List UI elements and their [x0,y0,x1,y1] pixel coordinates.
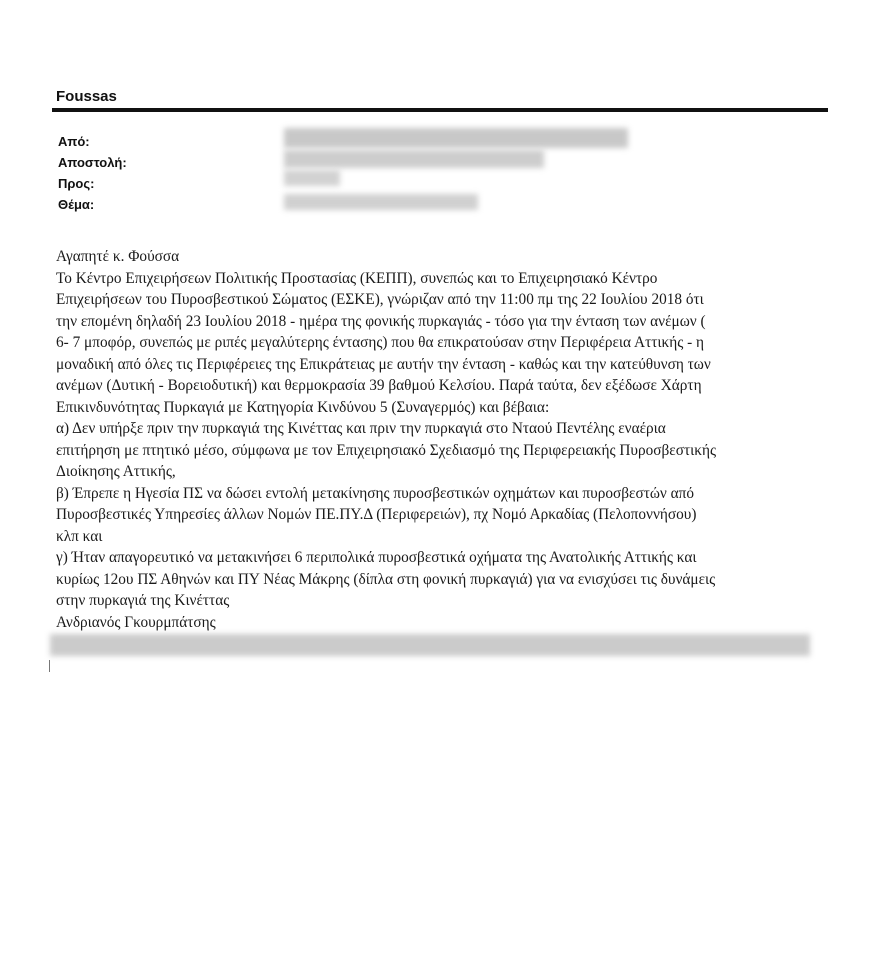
redacted-to-value [284,170,340,186]
body-line: μοναδική από όλες τις Περιφέρειες της Επικράτειας με αυτήν την ένταση - καθώς και την κατεύθυνση των [56,355,711,373]
meta-label-subject: Θέμα: [58,197,95,212]
meta-label-sent: Αποστολή: [58,155,127,170]
body-line: κλπ και [56,527,103,545]
body-line: την επομένη δηλαδή 23 Ιουλίου 2018 - ημέρα της φονικής πυρκαγιάς - τόσο για την ένταση των ανέμων ( [56,312,706,330]
redacted-subject-value [284,194,478,210]
body-line: επιτήρηση με πτητικό μέσο, σύμφωνα με τον Επιχειρησιακό Σχεδιασμό της Περιφερειακής Πυροσβεστικής [56,441,717,459]
body-line: α) Δεν υπήρξε πριν την πυρκαγιά της Κινέττας και πριν την πυρκαγιά στο Νταού Πεντέλης εναέρια [56,420,666,437]
body-line: γ) Ήταν απαγορευτικό να μετακινήσει 6 περιπολικά πυροσβεστικά οχήματα της Ανατολικής Αττικής και [56,549,697,566]
body-line: Ανδριανός Γκουρμπάτσης [56,613,216,631]
body-line: 6- 7 μποφόρ, συνεπώς με ριπές μεγαλύτερης έντασης) που θα επικρατούσαν στην Περιφέρεια Αττικής - η [56,334,705,351]
body-line: στην πυρκαγιά της Κινέττας [56,592,230,609]
body-line: Αγαπητέ κ. Φούσσα [56,248,180,265]
email-meta-labels [58,131,127,215]
body-line: κυρίως 12ου ΠΣ Αθηνών και ΠΥ Νέας Μάκρης (δίπλα στη φονική πυρκαγιά) για να ενισχύσει τις δυνάμεις [56,570,716,588]
body-line: Επικινδυνότητας Πυρκαγιά με Κατηγορία Κινδύνου 5 (Συναγερμός) και βέβαια: [56,398,550,416]
body-line: Πυροσβεστικές Υπηρεσίες άλλων Νομών ΠΕ.ΠΥ.Δ (Περιφερειών), πχ Νομό Αρκαδίας (Πελοποννήσου) [56,506,697,523]
body-line: Το Κέντρο Επιχειρήσεων Πολιτικής Προστασίας (ΚΕΠΠ), συνεπώς και το Επιχειρησιακό Κέντρο [56,269,658,287]
redacted-from-value [284,128,628,148]
scan-artifact [49,660,50,672]
body-line: ανέμων (Δυτική - Βορειοδυτική) και θερμοκρασία 39 βαθμού Κελσίου. Παρά ταύτα, δεν εξέδωσε Χάρτη [56,377,702,394]
email-body [56,246,828,633]
meta-label-to: Προς: [58,176,95,191]
body-line: β) Έπρεπε η Ηγεσία ΠΣ να δώσει εντολή μετακίνησης πυροσβεστικών οχημάτων και πυροσβεστών από [56,484,695,502]
body-line: Διοίκησης Αττικής, [56,463,176,480]
body-line: Επιχειρήσεων του Πυροσβεστικού Σώματος (ΕΣΚΕ), γνώριζαν από την 11:00 πμ της 22 Ιουλίου 2018 ότι [56,291,704,308]
redacted-footer-line [50,634,810,656]
redacted-sent-value [284,150,544,168]
header-divider [52,108,828,112]
meta-label-from: Από: [58,134,90,149]
document-header-name: Foussas [56,88,117,105]
